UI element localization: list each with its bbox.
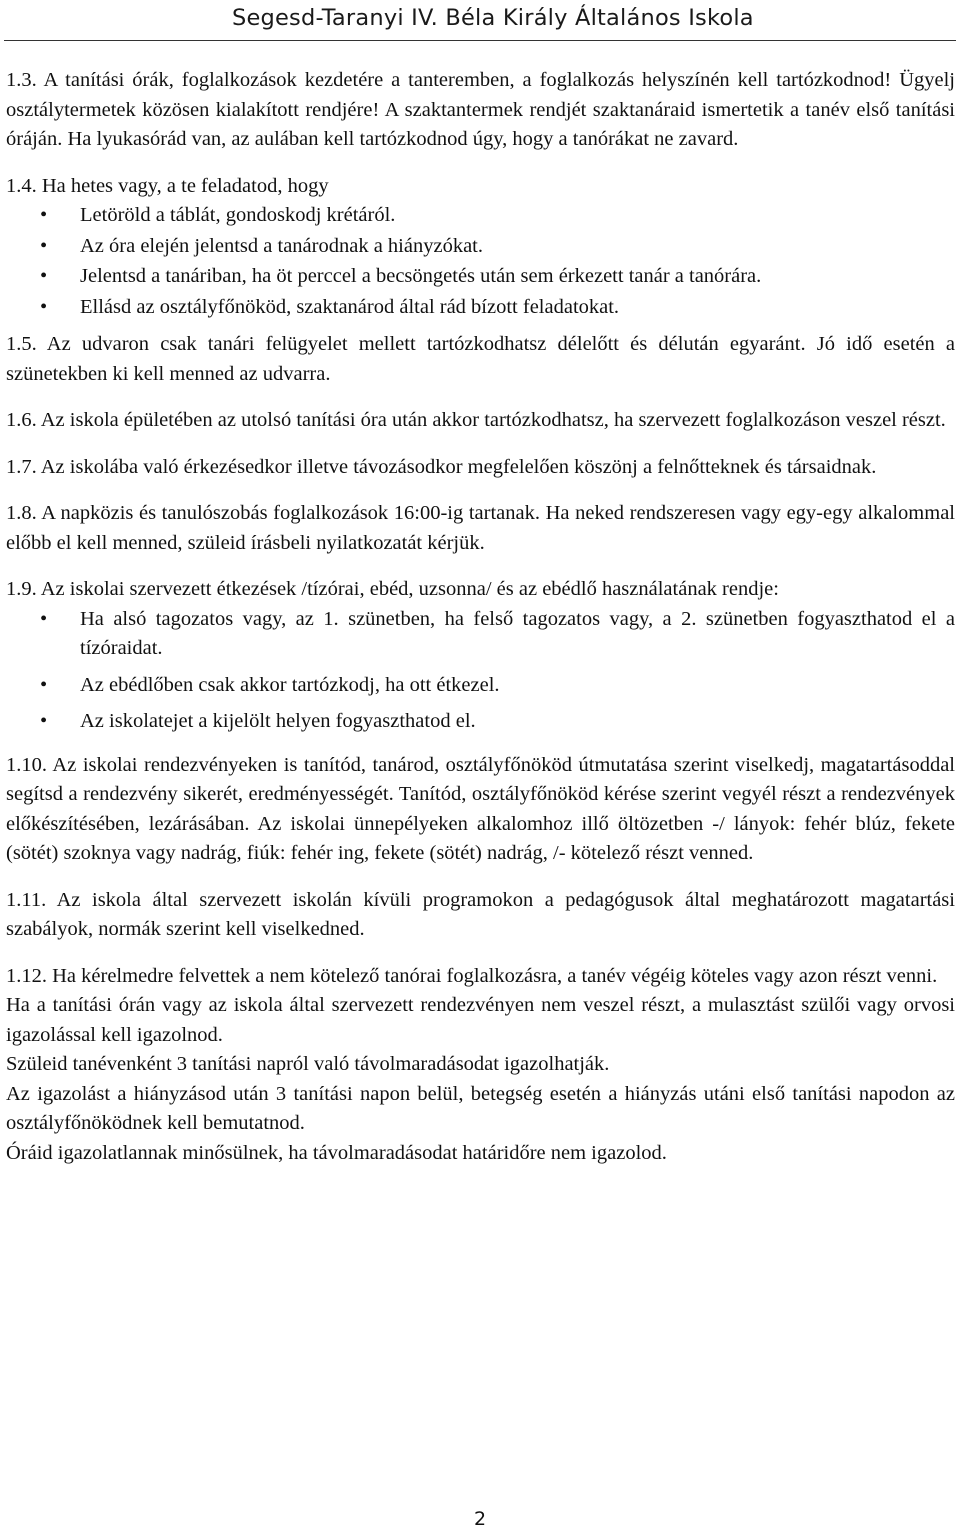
header-divider xyxy=(4,40,956,41)
section-1-8: 1.8. A napközis és tanulószobás foglalkozások 16:00-ig tartanak. Ha neked rendszeresen vagy egy-egy alkalommal előbb el kell menned, szüleid írásbeli nyilatkozatát kérjük. xyxy=(6,502,955,554)
list-item: • Ha alsó tagozatos vagy, az 1. szünetben, ha felső tagozatos vagy, a 2. szünetben fogyaszthatod el a tízóraidat. xyxy=(6,605,955,664)
bullet-icon: • xyxy=(40,265,48,287)
list-item: • Az ebédlőben csak akkor tartózkodj, ha ott étkezel. xyxy=(6,671,955,701)
bullet-icon: • xyxy=(40,204,48,226)
section-1-4-intro: 1.4. Ha hetes vagy, a te feladatod, hogy xyxy=(6,174,329,197)
list-item: • Ellásd az osztályfőnököd, szaktanárod által rád bízott feladatokat. xyxy=(6,293,955,323)
bullet-icon: • xyxy=(40,607,48,630)
page-number: 2 xyxy=(473,1508,487,1530)
section-1-9-list xyxy=(6,605,955,737)
list-item: • Jelentsd a tanáriban, ha öt perccel a becsöngetés után sem érkezett tanár a tanórára. xyxy=(6,262,955,292)
section-1-10: 1.10. Az iskolai rendezvényeken is tanítód, tanárod, osztályfőnököd útmutatása szerint viselkedj, magatartásoddal segítsd a rendezvény sikerét, eredményességét. Tanítód, osztályfőnököd kérése szerint vegyél részt a rendezvények előkészítésében, lezárásában. Az iskolai ünnepélyeken alkalomhoz illő öltözetben -/ lányok: fehér blúz, fekete (sötét) szoknya vagy nadrág, fiúk: fehér ing, fekete (sötét) nadrág, /- kötelező részt venned. xyxy=(6,753,955,864)
bullet-icon: • xyxy=(40,673,48,696)
section-1-4-list xyxy=(6,201,955,322)
section-1-11: 1.11. Az iskola által szervezett iskolán kívüli programokon a pedagógusok által meghatározott magatartási szabályok, normák szerint kell viselkedned. xyxy=(6,888,955,940)
page-header xyxy=(0,0,960,60)
section-1-12-para: Szüleid tanévenként 3 tanítási napról való távolmaradásodat igazolhatják. xyxy=(6,1053,610,1075)
section-1-5: 1.5. Az udvaron csak tanári felügyelet mellett tartózkodhatsz délelőtt és délután egyaránt. Jó idő esetén a szünetekben ki kell menned az udvarra. xyxy=(6,333,955,385)
section-1-9-intro: 1.9. Az iskolai szervezett étkezések /tízórai, ebéd, uzsonna/ és az ebédlő használatának rendje: xyxy=(6,578,779,600)
section-1-12-para: Óráid igazolatlannak minősülnek, ha távolmaradásodat határidőre nem igazolod. xyxy=(6,1141,667,1164)
list-item: • Az óra elején jelentsd a tanárodnak a hiányzókat. xyxy=(6,232,955,262)
section-1-12-para: Ha a tanítási órán vagy az iskola által szervezett rendezvényen nem veszel részt, a mulasztást szülői vagy orvosi igazolással kell igazolnod. xyxy=(6,994,955,1046)
list-item: • Az iskolatejet a kijelölt helyen fogyaszthatod el. xyxy=(6,707,955,737)
list-item: • Letöröld a táblát, gondoskodj krétáról. xyxy=(6,201,955,231)
section-1-12-para: Az igazolást a hiányzásod után 3 tanítási napon belül, betegség esetén a hiányzás utáni első tanítási napodon az osztályfőnöködnek kell bemutatnod. xyxy=(6,1082,955,1134)
bullet-icon: • xyxy=(40,234,48,257)
school-name-header: Segesd-Taranyi IV. Béla Király Általános Iskola xyxy=(232,5,754,31)
section-1-6: 1.6. Az iskola épületében az utolsó tanítási óra után akkor tartózkodhatsz, ha szervezett foglalkozáson veszel részt. xyxy=(6,409,946,431)
document-body xyxy=(6,66,955,1168)
bullet-icon: • xyxy=(40,295,48,318)
bullet-icon: • xyxy=(40,710,48,732)
section-1-12: 1.12. Ha kérelmedre felvettek a nem kötelező tanórai foglalkozásra, a tanév végéig köteles vagy azon részt venni. xyxy=(6,964,938,987)
section-1-3: 1.3. A tanítási órák, foglalkozások kezdetére a tanteremben, a foglalkozás helyszínén kell tartózkodnod! Ügyelj osztálytermetek közösen kialakított rendjére! A szaktantermek rendjét szaktanáraid ismertetik a tanév első tanítási óráján. Ha lyukasórád van, az aulában kell tartózkodnod úgy, hogy a tanórákat ne zavard. xyxy=(6,69,955,150)
section-1-7: 1.7. Az iskolába való érkezésedkor illetve távozásodkor megfelelően köszönj a felnőtteknek és társaidnak. xyxy=(6,455,877,478)
